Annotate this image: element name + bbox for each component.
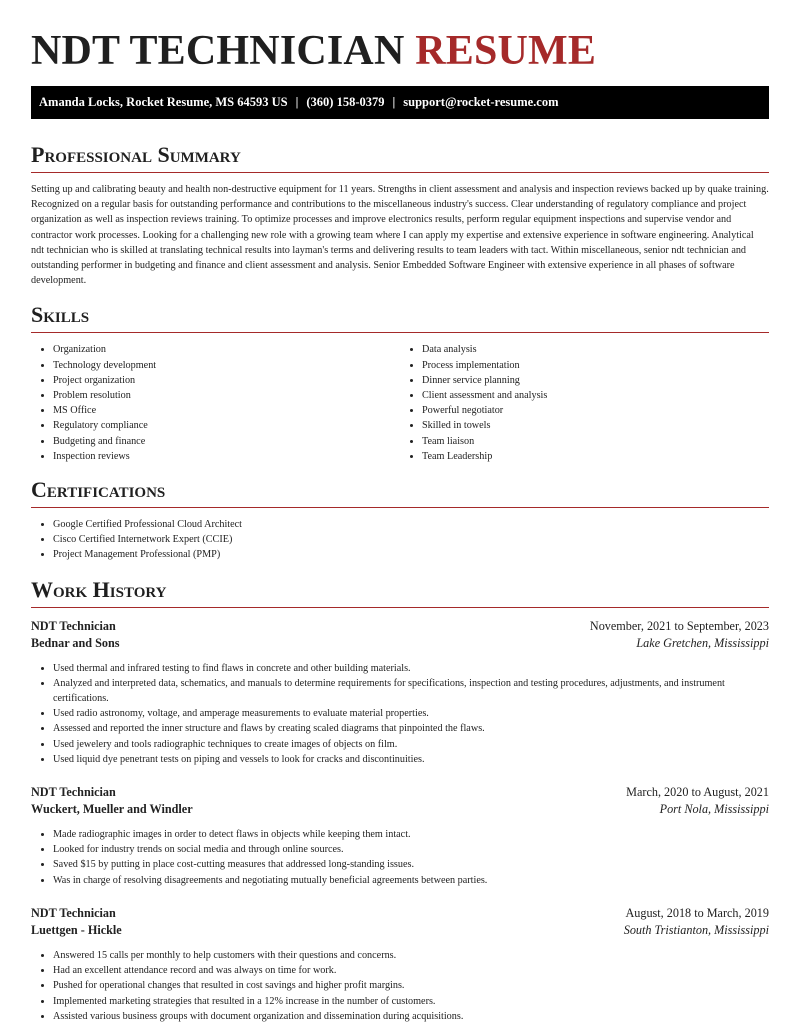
job-duty: • Used thermal and infrared testing to find flaws in concrete and other building materials.: [53, 661, 769, 676]
skill-item: • Organization: [53, 342, 400, 357]
skills-heading: Skills: [31, 302, 769, 333]
job-title: NDT Technician: [31, 905, 116, 920]
job-company-row: [31, 635, 769, 652]
title-accent: RESUME: [415, 28, 597, 74]
job-duty: • Had an excellent attendance record and was always on time for work.: [53, 963, 769, 978]
job-duty: • Pushed for operational changes that resulted in cost savings and higher profit margins.: [53, 978, 769, 993]
job-company: Bednar and Sons: [31, 635, 120, 650]
certification-item: • Google Certified Professional Cloud Architect: [53, 517, 769, 532]
skill-item: • Dinner service planning: [422, 373, 769, 388]
job-dates: March, 2020 to August, 2021: [626, 785, 769, 800]
job-duties-list: [31, 948, 769, 1024]
job-title: NDT Technician: [31, 618, 116, 633]
title-main: NDT TECHNICIAN: [31, 28, 405, 74]
skills-columns: [31, 342, 769, 464]
job-duty: • Looked for industry trends on social media and through online sources.: [53, 842, 769, 857]
summary-text: Setting up and calibrating beauty and health non-destructive equipment for 11 years. Strengths in client assessment and analysis and inspection reviews backed up by quake training. Recognized on a regular basis for outstanding performance and contributions to the miscellaneous industry's success. Clear understanding of regulatory compliance and project organization as well as inspection reviews training. To optimize processes and improve electronics results, perform regular equipment inspections and supervise vendor and contractor work processes. Looking for a challenging new role with a growing team where I can apply my expertise and extensive experience in software engineering. Analytical ndt technician who is skilled at translating technical results into layman's terms and delivering results to team leaders with tact. Within miscellaneous, senior ndt technician and outstanding performer in budgeting and finance and client assessment and analysis. Senior Embedded Software Engineer with extensive experience in all phases of software development.: [31, 184, 769, 287]
job-duty: • Used radio astronomy, voltage, and amperage measurements to evaluate material properties.: [53, 706, 769, 721]
skill-item: • Process implementation: [422, 358, 769, 373]
skill-item: • Client assessment and analysis: [422, 388, 769, 403]
contact-separator: |: [392, 95, 396, 109]
skill-item: • Team Leadership: [422, 449, 769, 464]
job-entry: [31, 618, 769, 767]
job-title: NDT Technician: [31, 785, 116, 800]
skill-item: • Team liaison: [422, 434, 769, 449]
job-company-row: [31, 922, 769, 939]
skill-item: • Regulatory compliance: [53, 418, 400, 433]
certifications-heading: Certifications: [31, 477, 769, 508]
job-duties-list: [31, 661, 769, 767]
job-duty: • Was in charge of resolving disagreements and negotiating mutually beneficial agreements between parties.: [53, 873, 769, 888]
job-duties-list: [31, 827, 769, 888]
skill-item: • MS Office: [53, 403, 400, 418]
job-location: Lake Gretchen, Mississippi: [636, 635, 769, 650]
job-duty: • Assisted various business groups with document organization and dissemination during acquisitions.: [53, 1009, 769, 1024]
job-duty: • Used liquid dye penetrant tests on piping and vessels to look for cracks and discontinuities.: [53, 752, 769, 767]
work-history-heading: Work History: [31, 577, 769, 608]
skills-right-list: [400, 342, 769, 464]
job-dates: August, 2018 to March, 2019: [625, 905, 769, 920]
work-history-section: [31, 577, 769, 1024]
skills-left-list: [31, 342, 400, 464]
job-duty: • Analyzed and interpreted data, schematics, and manuals to determine requirements for specifications, inspection and testing procedures, adjustments, and instrument certifications.: [53, 676, 769, 706]
certifications-section: [31, 477, 769, 563]
job-dates: November, 2021 to September, 2023: [589, 618, 769, 633]
skill-item: • Skilled in towels: [422, 418, 769, 433]
job-duty: • Assessed and reported the inner structure and flaws by creating scaled diagrams that pinpointed the flaws.: [53, 721, 769, 736]
job-duty: • Used jewelery and tools radiographic techniques to create images of objects on film.: [53, 737, 769, 752]
summary-heading: Professional Summary: [31, 142, 769, 173]
job-company-row: [31, 801, 769, 818]
job-entry: [31, 784, 769, 888]
skill-item: • Project organization: [53, 373, 400, 388]
job-duty: • Saved $15 by putting in place cost-cutting measures that addressed long-standing issues.: [53, 857, 769, 872]
contact-name-address: Amanda Locks, Rocket Resume, MS 64593 US: [39, 95, 288, 109]
resume-title: [31, 0, 769, 74]
contact-phone: (360) 158-0379: [306, 95, 385, 109]
job-header-row: [31, 618, 769, 635]
job-company: Wuckert, Mueller and Windler: [31, 802, 193, 817]
job-duty: • Answered 15 calls per monthly to help customers with their questions and concerns.: [53, 948, 769, 963]
job-duty: • Made radiographic images in order to detect flaws in objects while keeping them intact.: [53, 827, 769, 842]
certification-item: • Project Management Professional (PMP): [53, 547, 769, 562]
summary-section: [31, 142, 769, 288]
certification-item: • Cisco Certified Internetwork Expert (CCIE): [53, 532, 769, 547]
skills-section: [31, 302, 769, 464]
job-entry: [31, 905, 769, 1024]
contact-email: support@rocket-resume.com: [403, 95, 559, 109]
job-location: South Tristianton, Mississippi: [623, 922, 769, 937]
job-header-row: [31, 784, 769, 801]
skill-item: • Technology development: [53, 358, 400, 373]
skill-item: • Data analysis: [422, 342, 769, 357]
skill-item: • Powerful negotiator: [422, 403, 769, 418]
certifications-list: [31, 517, 769, 563]
contact-separator: |: [295, 95, 299, 109]
skill-item: • Inspection reviews: [53, 449, 400, 464]
job-header-row: [31, 905, 769, 922]
job-location: Port Nola, Mississippi: [659, 802, 769, 817]
skill-item: • Budgeting and finance: [53, 434, 400, 449]
job-duty: • Implemented marketing strategies that resulted in a 12% increase in the number of customers.: [53, 994, 769, 1009]
skill-item: • Problem resolution: [53, 388, 400, 403]
contact-bar: [31, 86, 769, 119]
job-company: Luettgen - Hickle: [31, 922, 122, 937]
